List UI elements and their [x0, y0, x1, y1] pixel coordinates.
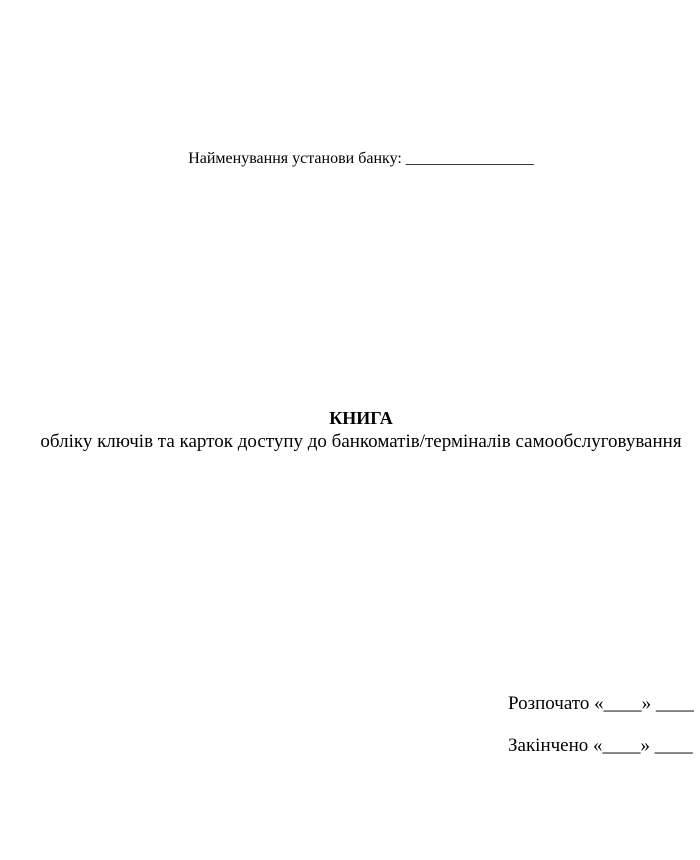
bank-name-blank: ________________ [405, 150, 534, 167]
bank-name-label: Найменування установи банку: [188, 150, 402, 167]
bank-name-field [0, 149, 700, 169]
started-date-line: Розпочато «____» ____ [508, 693, 694, 714]
title-block [0, 406, 700, 454]
finished-date-line: Закінчено «____» ____ [508, 735, 693, 756]
document-subtitle: обліку ключів та карток доступу до банкоматів/терміналів самообслуговування [40, 431, 682, 452]
document-title: КНИГА [329, 408, 393, 428]
